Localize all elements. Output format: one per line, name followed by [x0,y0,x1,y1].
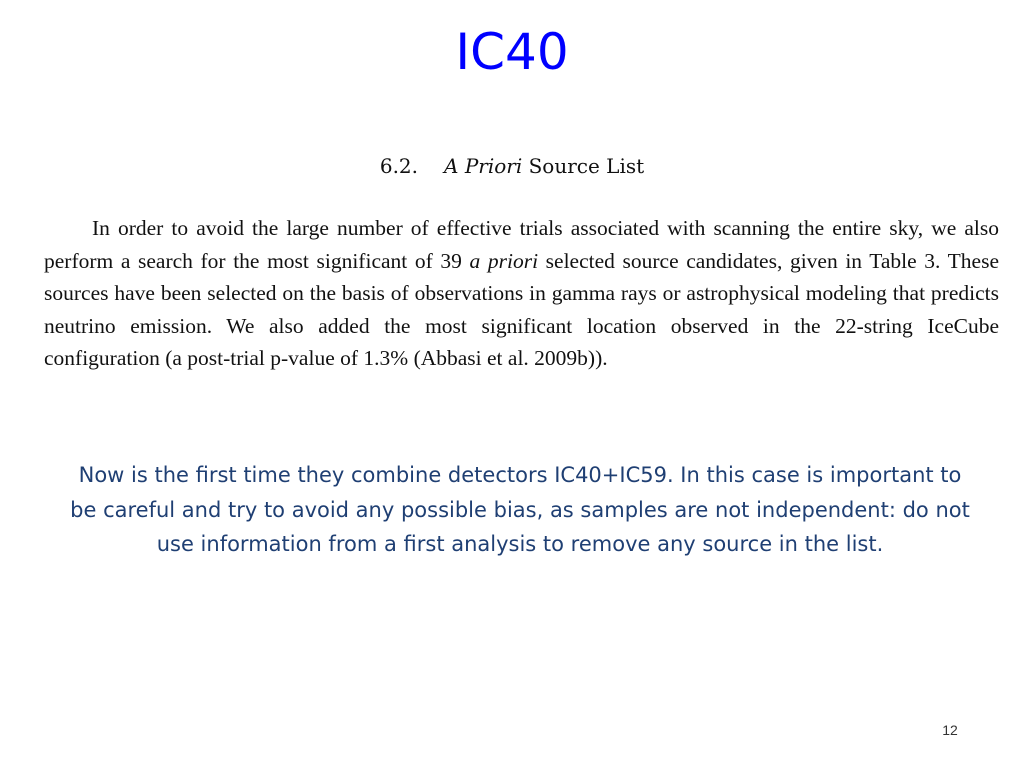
section-title-rest: Source List [522,154,645,178]
slide-title: IC40 [455,23,569,81]
paper-paragraph-part2: selected source candidates, given in Table 3. These sources have been selected on the basis of observations in gamma rays or astrophysical modeling that predicts neutrino emission. We also added the most significant location observed in the 22-string IceCube configuration (a post-trial p-value of 1.3% (Abbasi et al. 2009b)). [44,248,999,370]
paper-paragraph-part1: In order to avoid the large number of effective trials associated with scanning the entire sky, we also perform a search for the most significant of 39 [44,216,999,273]
paper-excerpt-image [0,140,1024,410]
commentary-text: Now is the first time they combine detectors IC40+IC59. In this case is important to be careful and try to avoid any possible bias, as samples are not independent: do not use information from a first analysis to remove any source in the list. [70,463,970,556]
section-number: 6.2. [379,154,419,178]
paper-paragraph-italic: a priori [469,248,539,273]
section-title-italic: A Priori [444,154,523,178]
slide-number: 12 [942,722,958,738]
paper-paragraph [44,212,999,375]
section-heading [0,154,1024,178]
